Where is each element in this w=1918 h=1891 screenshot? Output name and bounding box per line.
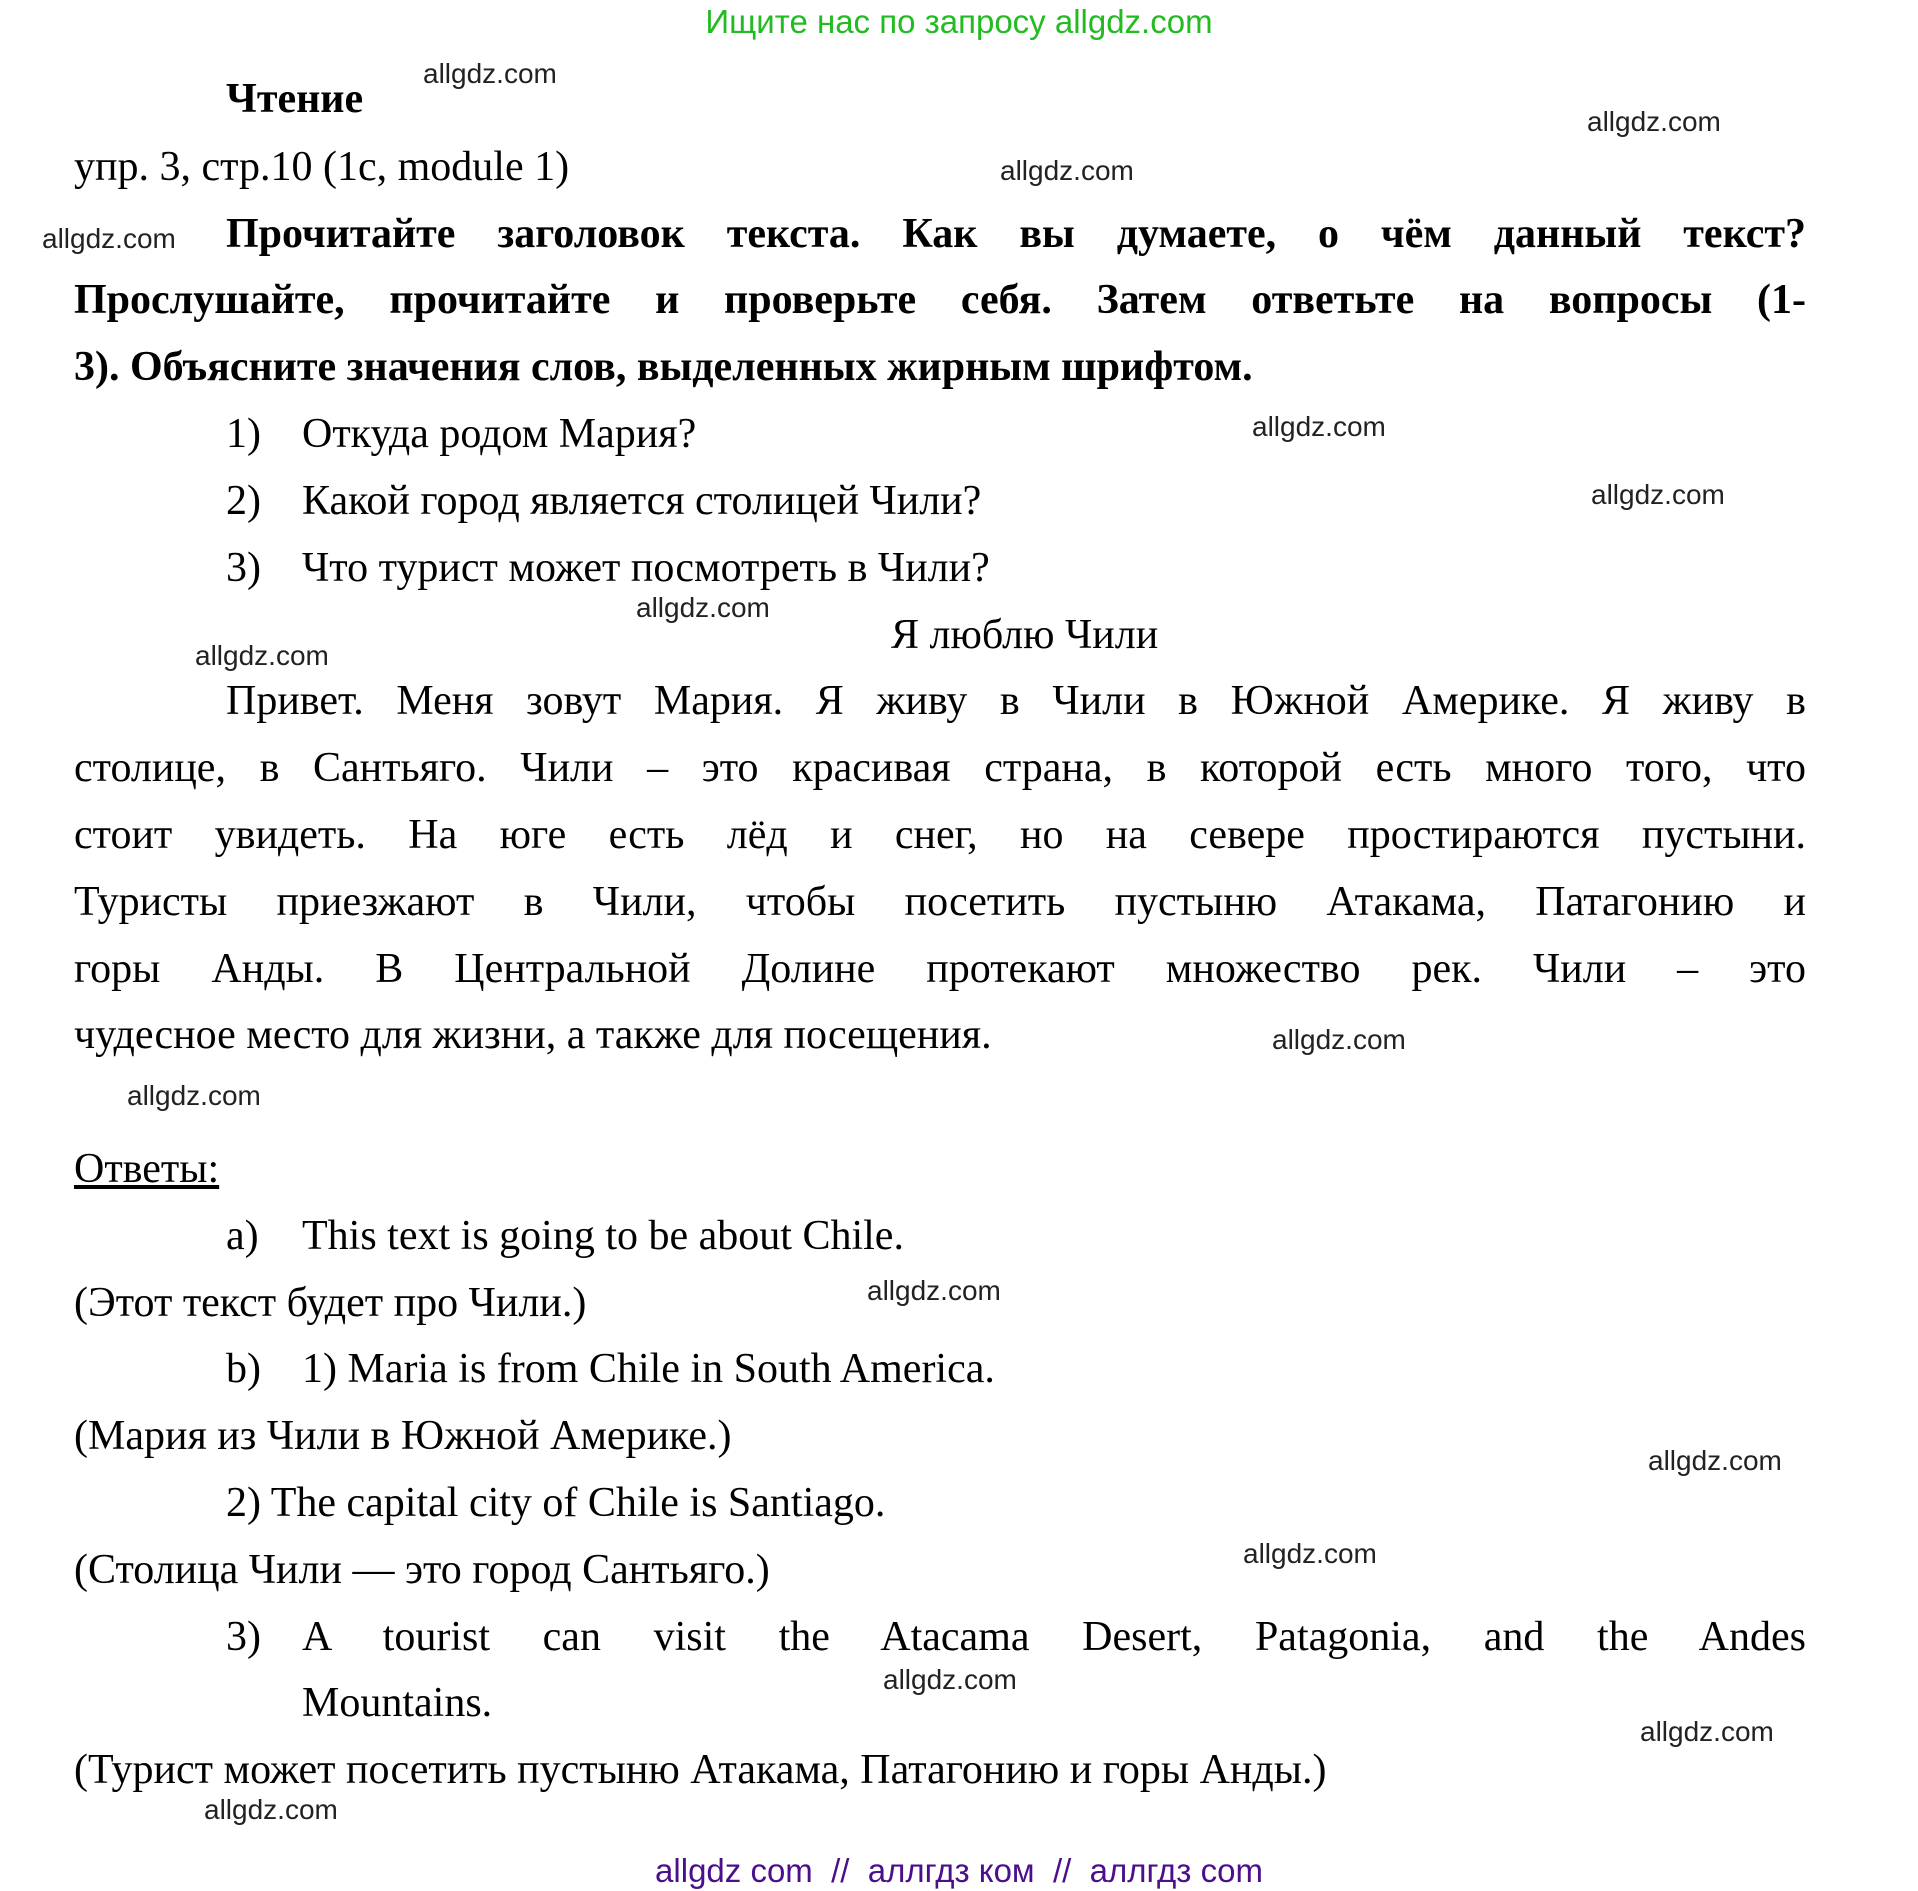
footer-banner: allgdz com // аллгдз ком // аллгдз com: [655, 1852, 1263, 1889]
header-banner: Ищите нас по запросу allgdz.com: [705, 3, 1213, 40]
question-number: 3): [226, 545, 261, 591]
paragraph-line: чудесное место для жизни, а также для посещения.: [74, 1012, 992, 1058]
instruction-line: Прослушайте, прочитайте и проверьте себя. Затем ответьте на вопросы (1-: [74, 277, 1806, 323]
question-text: Какой город является столицей Чили?: [302, 478, 982, 524]
watermark: allgdz.com: [1000, 155, 1134, 186]
question-number: 2): [226, 478, 261, 524]
question-item: [226, 535, 990, 602]
instruction-line: 3). Объясните значения слов, выделенных жирным шрифтом.: [74, 344, 1253, 390]
watermark: allgdz.com: [204, 1794, 338, 1825]
watermark: allgdz.com: [42, 223, 176, 254]
question-text: Что турист может посмотреть в Чили?: [302, 545, 990, 591]
watermark: allgdz.com: [636, 592, 770, 623]
answers-heading-text: Ответы:: [74, 1146, 220, 1192]
watermark: allgdz.com: [883, 1664, 1017, 1695]
paragraph-line: столице, в Сантьяго. Чили – это красивая страна, в которой есть много того, что: [74, 745, 1806, 791]
paragraph-line: Туристы приезжают в Чили, чтобы посетить пустыню Атакама, Патагонию и: [74, 879, 1806, 925]
answer-text: 1) Maria is from Chile in South America.: [302, 1346, 995, 1392]
watermark: allgdz.com: [1648, 1445, 1782, 1476]
watermark: allgdz.com: [423, 58, 557, 89]
watermark: allgdz.com: [195, 640, 329, 671]
answer-b1: [226, 1336, 995, 1403]
instruction-line: Прочитайте заголовок текста. Как вы думаете, о чём данный текст?: [226, 211, 1806, 257]
answer-label: b): [226, 1346, 261, 1392]
paragraph-line: стоит увидеть. На юге есть лёд и снег, но на севере простираются пустыни.: [74, 812, 1806, 858]
watermark: allgdz.com: [1640, 1716, 1774, 1747]
answer-label: 3): [226, 1614, 261, 1660]
question-number: 1): [226, 411, 261, 457]
answer-translation: (Турист может посетить пустыню Атакама, Патагонию и горы Анды.): [74, 1747, 1327, 1793]
watermark: allgdz.com: [127, 1080, 261, 1111]
paragraph-line: Привет. Меня зовут Мария. Я живу в Чили в Южной Америке. Я живу в: [226, 678, 1806, 724]
answer-translation: (Столица Чили — это город Сантьяго.): [74, 1547, 770, 1593]
watermark: allgdz.com: [1252, 411, 1386, 442]
watermark: allgdz.com: [1272, 1024, 1406, 1055]
answer-b3-continued: Mountains.: [302, 1680, 493, 1726]
section-title: Чтение: [226, 76, 364, 122]
question-item: [226, 401, 696, 468]
question-item: [226, 468, 981, 535]
text-title: Я люблю Чили: [891, 612, 1159, 658]
answer-translation: (Мария из Чили в Южной Америке.): [74, 1413, 732, 1459]
watermark: allgdz.com: [1243, 1538, 1377, 1569]
answer-b2: 2) The capital city of Chile is Santiago.: [226, 1480, 886, 1526]
answer-b3: A tourist can visit the Atacama Desert, Patagonia, and the Andes: [302, 1614, 1806, 1660]
answer-text: This text is going to be about Chile.: [302, 1213, 904, 1259]
answers-heading: [74, 1136, 219, 1203]
watermark: allgdz.com: [1587, 106, 1721, 137]
watermark: allgdz.com: [1591, 479, 1725, 510]
watermark: allgdz.com: [867, 1275, 1001, 1306]
exercise-reference: упр. 3, стр.10 (1c, module 1): [74, 144, 570, 190]
answer-label: a): [226, 1213, 259, 1259]
paragraph-line: горы Анды. В Центральной Долине протекают множество рек. Чили – это: [74, 946, 1806, 992]
answer-a: [226, 1203, 904, 1270]
question-text: Откуда родом Мария?: [302, 411, 697, 457]
answer-translation: (Этот текст будет про Чили.): [74, 1280, 587, 1326]
